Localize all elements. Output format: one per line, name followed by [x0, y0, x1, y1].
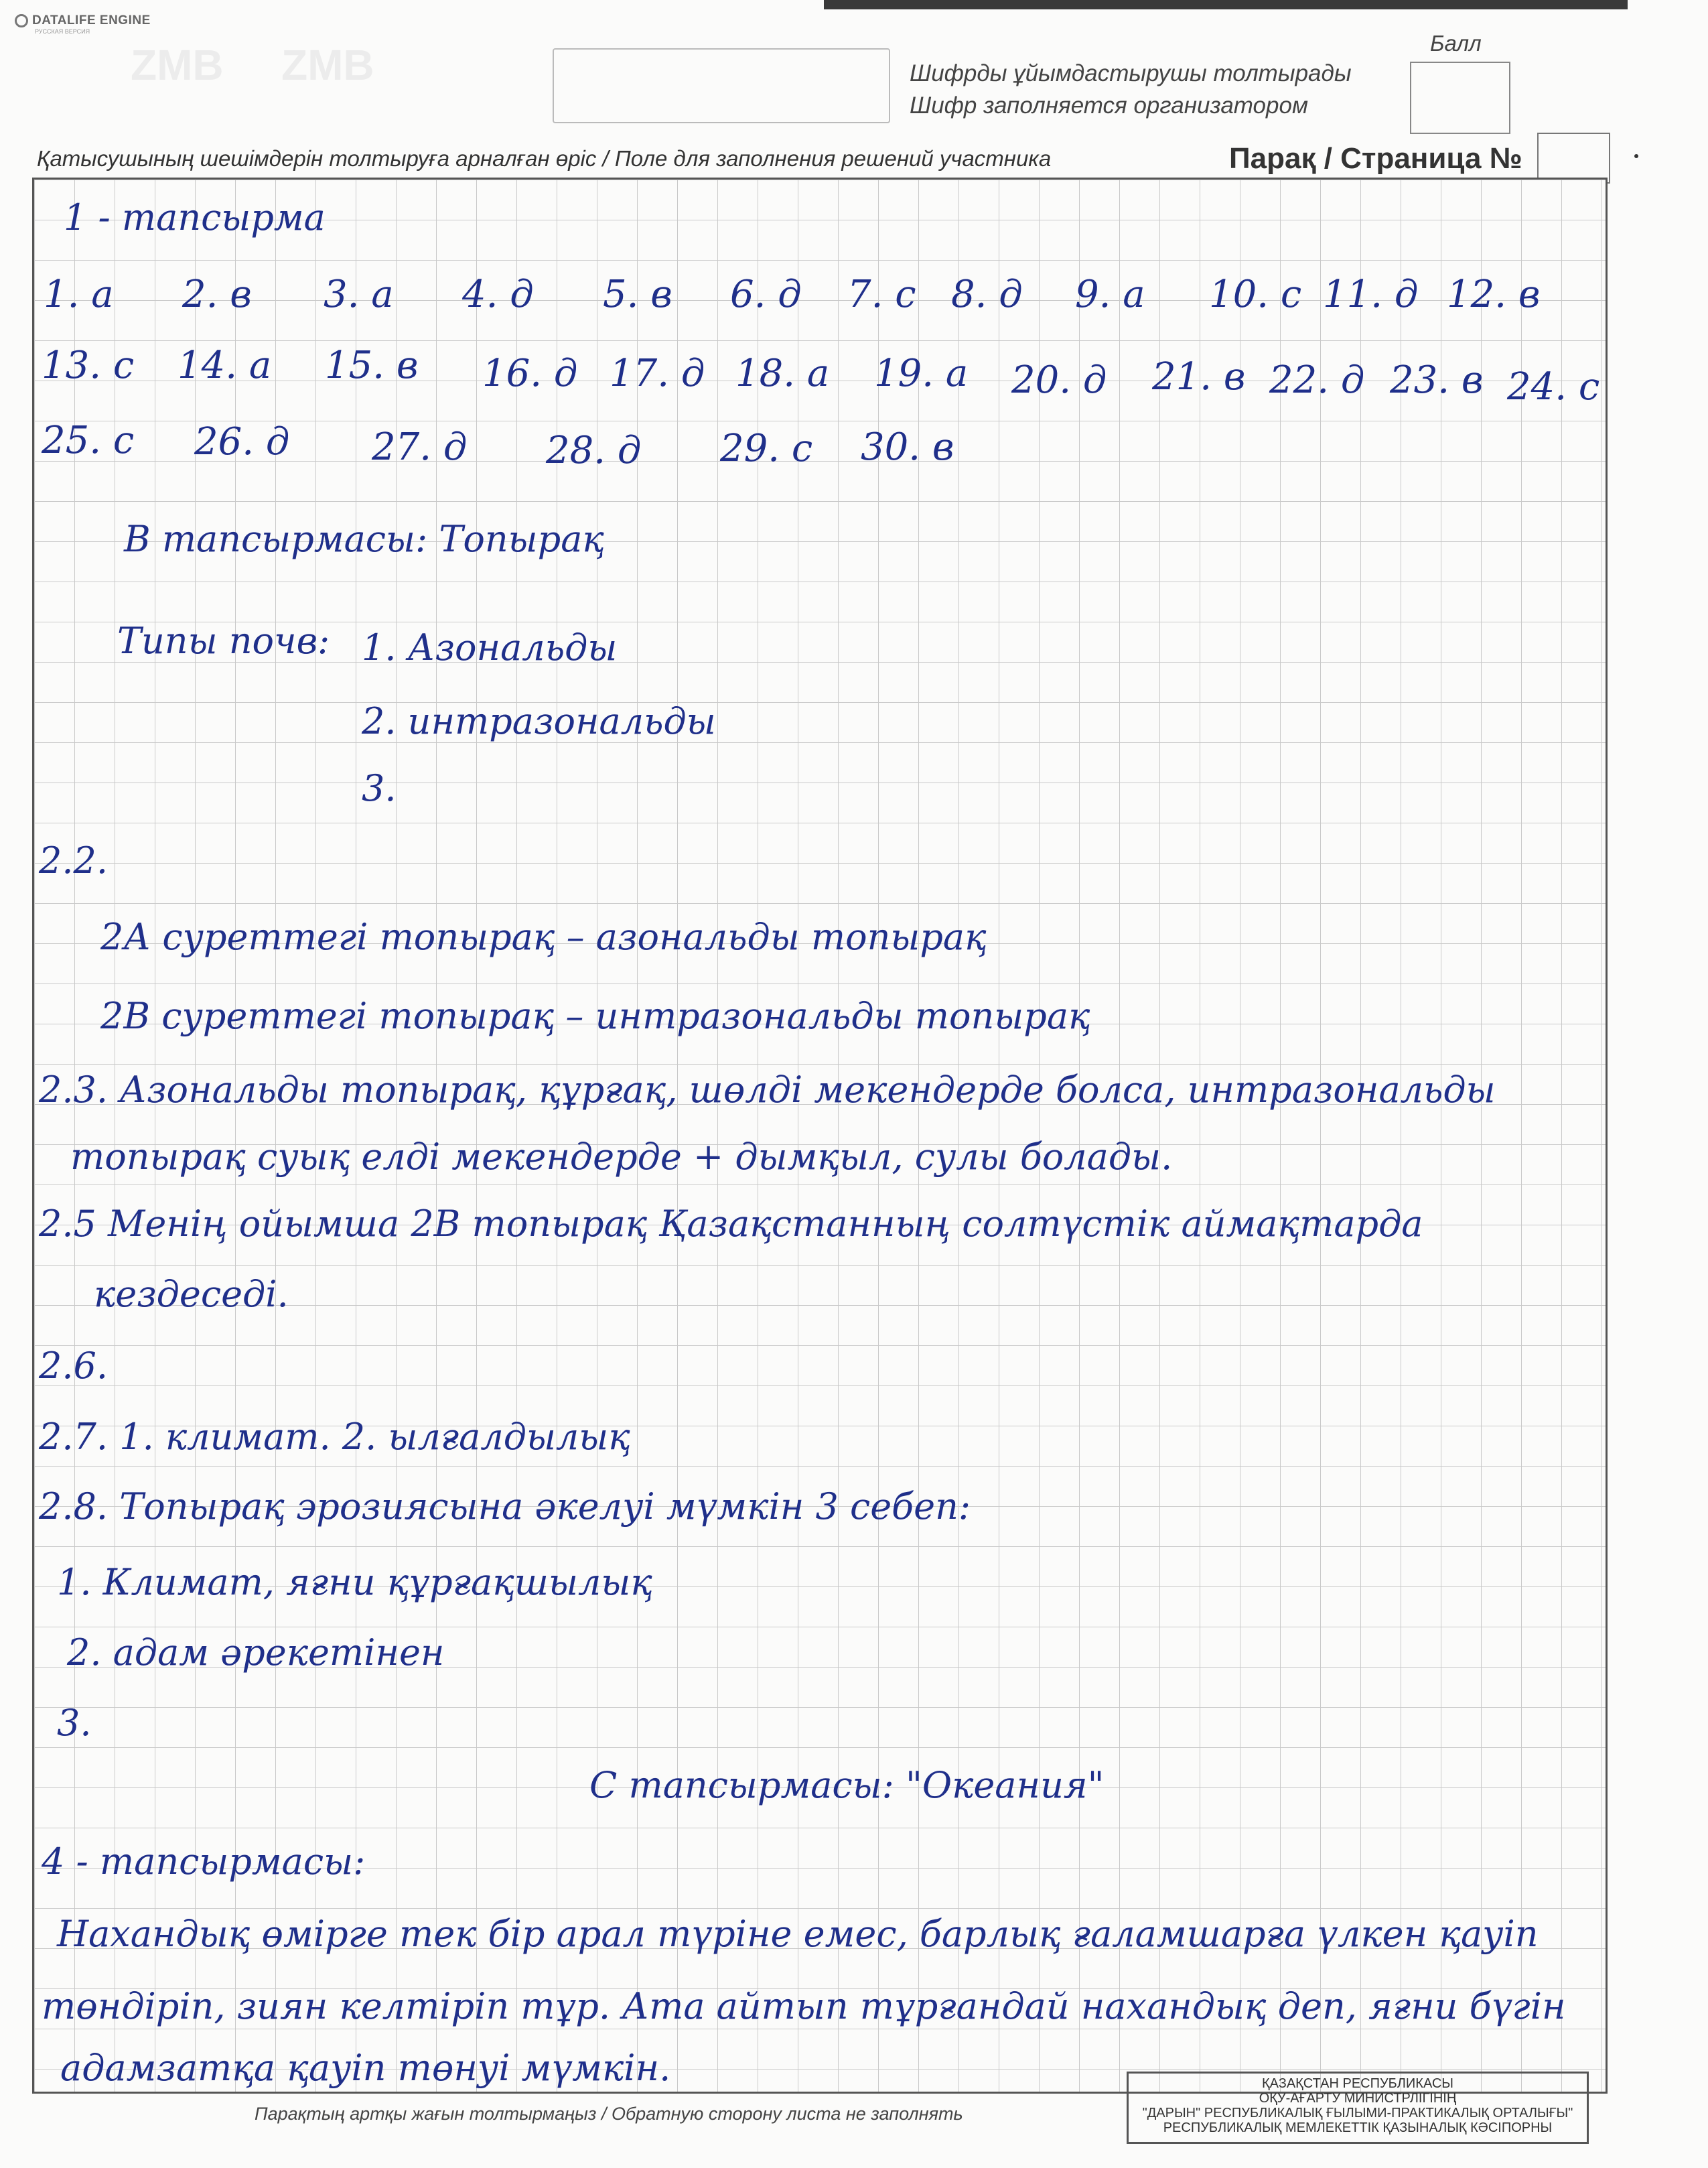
- answer-1: 1. а: [44, 273, 114, 316]
- answer-2-3-line-1: 2.3. Азональды топырақ, құрғақ, шөлді мекендерде болса, интразональды: [39, 1069, 1496, 1111]
- cipher-box: [553, 48, 890, 123]
- stamp-line-4: РЕСПУБЛИКАЛЫҚ МЕМЛЕКЕТТІК ҚАЗЫНАЛЫҚ КӘСІПОРНЫ: [1163, 2120, 1553, 2135]
- answer-9: 9. а: [1075, 273, 1145, 316]
- section-b-title: В тапсырмасы: Топырақ: [124, 518, 605, 560]
- answer-12: 12. в: [1447, 273, 1541, 316]
- datalife-logo: [15, 13, 151, 28]
- answer-19: 19. а: [874, 352, 969, 395]
- scan-top-bar: [824, 0, 1628, 9]
- cipher-note-kz: Шифрды ұйымдастырушы толтырады: [910, 60, 1352, 86]
- footer-note: Парақтың артқы жағын толтырмаңыз / Обратную сторону листа не заполнять: [255, 2104, 963, 2124]
- stamp-line-1: ҚАЗАҚСТАН РЕСПУБЛИКАСЫ: [1261, 2076, 1454, 2091]
- page-number-box: [1537, 133, 1610, 184]
- stamp-line-3: "ДАРЫН" РЕСПУБЛИКАЛЫҚ ҒЫЛЫМИ-ПРАКТИКАЛЫҚ ОРТАЛЫҒЫ": [1142, 2106, 1573, 2120]
- answer-5: 5. в: [603, 273, 672, 316]
- answer-24: 24. с: [1507, 365, 1600, 409]
- answer-2-3-line-2: топырақ суық елді мекендерде + дымқыл, сулы болады.: [70, 1136, 1173, 1178]
- answer-21: 21. в: [1152, 355, 1246, 399]
- answer-11: 11. д: [1323, 273, 1419, 316]
- answer-8: 8. д: [951, 273, 1023, 316]
- answer-30: 30. в: [861, 425, 954, 469]
- answer-16: 16. д: [482, 352, 578, 395]
- answer-2-2-a: 2А суреттегі топырақ – азональды топырақ: [100, 916, 987, 958]
- score-box: [1410, 62, 1510, 134]
- soil-type-3: 3.: [362, 767, 397, 809]
- answer-15: 15. в: [325, 344, 419, 387]
- answer-26: 26. д: [194, 420, 290, 464]
- score-label: Балл: [1430, 31, 1482, 56]
- answer-28: 28. д: [546, 429, 642, 472]
- logo-icon: [15, 14, 28, 27]
- answer-2-8-reason-1: 1. Климат, яғни құрғақшылық: [57, 1561, 652, 1603]
- answer-2-2-b: 2В суреттегі топырақ – интразональды топырақ: [100, 995, 1090, 1037]
- answer-27: 27. д: [372, 425, 468, 469]
- answer-2-8-reason-2: 2. адам әрекетінен: [67, 1631, 445, 1674]
- answer-2: 2. в: [182, 273, 252, 316]
- section-c-title: С тапсырмасы: "Океания": [589, 1764, 1105, 1806]
- soil-types-label: Типы почв:: [117, 620, 330, 662]
- stamp-line-2: ОҚУ-АҒАРТУ МИНИСТРЛІГІНІҢ: [1259, 2091, 1457, 2106]
- watermark-2: ZMB: [281, 41, 374, 89]
- answer-20: 20. д: [1011, 358, 1107, 402]
- task1-title: 1 - тапсырма: [64, 196, 326, 239]
- answer-25: 25. с: [42, 419, 135, 462]
- datalife-logo-text: DATALIFE ENGINE: [32, 13, 151, 27]
- scan-dot: [1634, 154, 1638, 158]
- datalife-logo-subtitle: РУССКАЯ ВЕРСИЯ: [35, 28, 90, 35]
- answer-13: 13. с: [42, 344, 135, 387]
- answer-29: 29. с: [720, 427, 813, 470]
- answer-2-7: 2.7. 1. климат. 2. ылғалдылық: [39, 1416, 630, 1458]
- answer-2-8-reason-3: 3.: [57, 1702, 92, 1744]
- task4-line-3: адамзатқа қауіп төнуі мүмкін.: [60, 2047, 671, 2089]
- task4-title: 4 - тапсырмасы:: [42, 1840, 366, 1883]
- answer-22: 22. д: [1269, 358, 1365, 402]
- answer-2-8-title: 2.8. Топырақ эрозиясына әкелуі мүмкін 3 себеп:: [39, 1485, 971, 1528]
- answer-23: 23. в: [1390, 358, 1484, 402]
- organizer-stamp: [1127, 2072, 1589, 2144]
- answer-field-label: Қатысушының шешімдерін толтыруға арналған өріс / Поле для заполнения решений участника: [37, 146, 1052, 171]
- task4-line-1: Нахандық өмірге тек бір арал түріне емес, барлық ғаламшарға үлкен қауіп: [57, 1913, 1539, 1955]
- soil-type-2: 2. интразональды: [362, 700, 716, 742]
- answer-4: 4. д: [462, 273, 534, 316]
- answer-10: 10. с: [1209, 273, 1302, 316]
- page-number-label: Парақ / Страница №: [1229, 142, 1522, 175]
- answer-7: 7. с: [847, 273, 916, 316]
- task4-line-2: төндіріп, зиян келтіріп тұр. Ата айтып тұрғандай нахандық деп, яғни бүгін: [42, 1985, 1566, 2027]
- soil-type-1: 1. Азональды: [362, 626, 618, 669]
- watermark-1: ZMB: [131, 41, 224, 89]
- answer-2-2: 2.2.: [39, 839, 109, 882]
- answer-17: 17. д: [610, 352, 705, 395]
- answer-6: 6. д: [730, 273, 802, 316]
- answer-2-6: 2.6.: [39, 1345, 109, 1387]
- answer-3: 3. а: [324, 273, 394, 316]
- answer-18: 18. а: [735, 352, 830, 395]
- answer-14: 14. а: [177, 344, 272, 387]
- answer-2-5-line-1: 2.5 Менің ойымша 2В топырақ Қазақстанның солтүстік аймақтарда: [39, 1203, 1423, 1245]
- cipher-note-ru: Шифр заполняется организатором: [910, 92, 1308, 119]
- answer-2-5-line-2: кездеседі.: [94, 1273, 289, 1315]
